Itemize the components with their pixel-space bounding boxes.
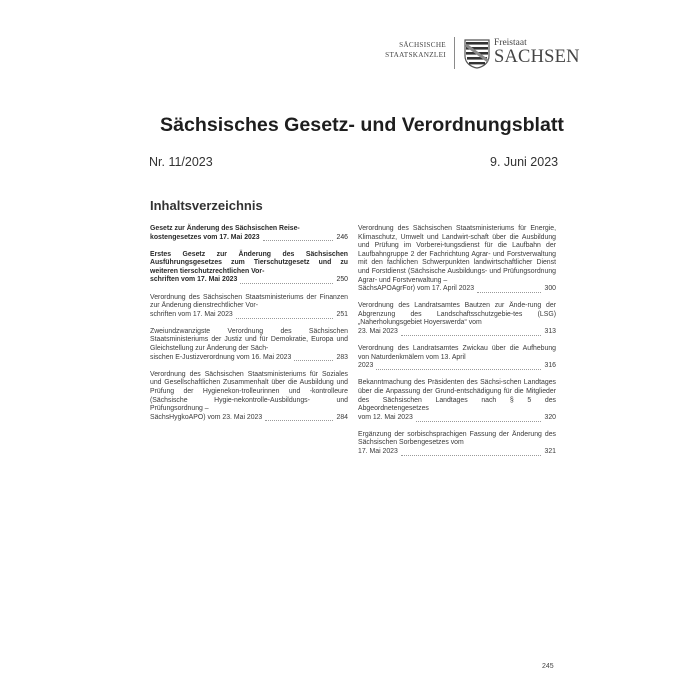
toc-entry-text: Verordnung des Sächsischen Staatsministeriums für Energie, Klimaschutz, Umwelt und Landwirt-schaft über die Ausbildung und Prüfung im Vorberei-tungsdienst für die Laufbahn der Laufbahngruppe 2 der Fachrichtung Agrar- und Forstverwaltung mit den fachlichen Schwerpunkten landwirtschaftlicher Dienst und Forstdienst (Sächsische Ausbildungs- und Prüfungsordnung Agrar- und Forstverwaltung – <box>358 225 556 284</box>
toc-page-number: 284 <box>336 413 348 421</box>
dot-leader <box>240 277 333 284</box>
toc-page-number: 313 <box>544 328 556 336</box>
dot-leader <box>263 234 333 241</box>
toc-entry-last-line: SächsHygkoAPO) vom 23. Mai 2023 <box>150 413 263 421</box>
toc-entry-last-line: 23. Mai 2023 <box>358 328 398 336</box>
toc-entry-text: Verordnung des Landratsamtes Zwickau über die Aufhebung von Naturdenkmälern vom 13. April <box>358 345 556 361</box>
toc-column-right <box>358 225 556 465</box>
toc-entry-text: Ergänzung der sorbischsprachigen Fassung der Änderung des Sächsischen Sorbengesetzes vom <box>358 430 556 447</box>
toc-column-left <box>150 225 348 431</box>
toc-entry[interactable] <box>358 431 556 457</box>
toc-entry[interactable] <box>358 379 556 422</box>
toc-entry[interactable] <box>150 328 348 362</box>
toc-heading: Inhaltsverzeichnis <box>150 198 263 213</box>
staatskanzlei-logo-text <box>360 41 446 60</box>
toc-page-number: 250 <box>336 276 348 284</box>
logo-line-2: STAATSKANZLEI <box>385 50 446 59</box>
toc-entry-last-line: sischen E-Justizverordnung vom 16. Mai 2023 <box>150 353 292 361</box>
toc-entry-text: Gesetz zur Änderung des Sächsischen Reise- <box>150 225 300 232</box>
saxony-coat-of-arms-icon <box>464 39 490 69</box>
toc-page-number: 321 <box>544 448 556 456</box>
toc-page-number: 283 <box>336 353 348 361</box>
toc-entry-text: Bekanntmachung des Präsidenten des Sächsi-schen Landtages über die Anpassung der Grund-entschädigung für die Mitglieder des Sächsischen Landtages nach § 5 des Abgeordnetengesetzes <box>358 379 556 413</box>
toc-entry-last-line: 17. Mai 2023 <box>358 448 398 456</box>
logo-sachsen: SACHSEN <box>494 47 580 67</box>
dot-leader <box>265 414 333 421</box>
toc-entry[interactable] <box>358 345 556 371</box>
dot-leader <box>401 449 541 456</box>
dot-leader <box>401 329 541 336</box>
toc-entry-last-line: schriften vom 17. Mai 2023 <box>150 276 238 284</box>
toc-entry[interactable] <box>150 251 348 285</box>
logo-divider <box>454 37 455 69</box>
logo-line-1: SÄCHSISCHE <box>399 41 446 49</box>
issue-number: Nr. 11/2023 <box>149 155 213 169</box>
toc-page-number: 246 <box>336 233 348 241</box>
toc-entry-last-line: SächsAPOAgrFor) vom 17. April 2023 <box>358 285 475 293</box>
toc-entry-last-line: kostengesetzes vom 17. Mai 2023 <box>150 233 260 241</box>
issue-date: 9. Juni 2023 <box>490 155 559 169</box>
toc-entry[interactable] <box>150 225 348 242</box>
dot-leader <box>416 415 541 422</box>
dot-leader <box>477 286 541 293</box>
toc-page-number: 300 <box>544 285 556 293</box>
toc-entry-text: Erstes Gesetz zur Änderung des Sächsischen Ausführungsgesetzes zum Tierschutzgesetz und zu weiteren tierschutzrechtlichen Vor- <box>150 250 348 275</box>
toc-entry-text: Verordnung des Sächsischen Staatsministeriums der Finanzen zur Änderung dienstrechtlicher Vor- <box>150 293 348 310</box>
toc-entry-last-line: 2023 <box>358 362 374 370</box>
toc-entry-last-line: schriften vom 17. Mai 2023 <box>150 310 233 318</box>
toc-entry-last-line: vom 12. Mai 2023 <box>358 413 413 421</box>
toc-entry[interactable] <box>358 302 556 336</box>
toc-page-number: 320 <box>544 413 556 421</box>
toc-entry[interactable] <box>358 225 556 294</box>
toc-entry[interactable] <box>150 371 348 423</box>
toc-entry[interactable] <box>150 294 348 320</box>
dot-leader <box>376 363 541 370</box>
page-number: 245 <box>542 663 554 670</box>
toc-entry-text: Zweiundzwanzigste Verordnung des Sächsischen Staatsministeriums der Justiz und für Demokratie, Europa und Gleichstellung zur Änderung der Säch- <box>150 327 348 353</box>
dot-leader <box>236 312 333 319</box>
dot-leader <box>294 354 333 361</box>
toc-page-number: 316 <box>544 362 556 370</box>
document-title: Sächsisches Gesetz- und Verordnungsblatt <box>160 114 564 136</box>
logo-freistaat: Freistaat <box>494 38 527 48</box>
toc-entry-text: Verordnung des Sächsischen Staatsministeriums für Soziales und Gesellschaftlichen Zusammenhalt über die Ausbildung und Prüfung der Hygienekon-trolleurinnen und -kontrolleure (Sächsische Hygie-nekontrolle-Ausbildungs- und Prüfungsordnung – <box>150 370 348 413</box>
freistaat-sachsen-logo-text <box>494 38 580 67</box>
toc-page-number: 251 <box>336 310 348 318</box>
toc-entry-text: Verordnung des Landratsamtes Bautzen zur Ände-rung der Abgrenzung des Landschaftsschutzgebie-tes (LSG) „Naherholungsgebiet Hoyerswerda“ vom <box>358 302 556 327</box>
